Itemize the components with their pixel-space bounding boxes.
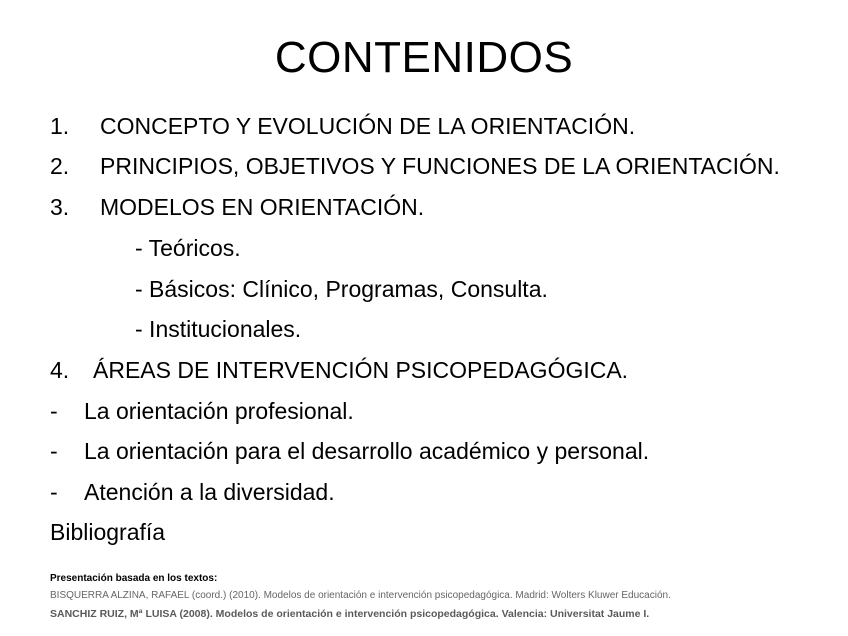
dash-mark: -	[50, 398, 58, 424]
dash-mark: -	[50, 479, 58, 505]
item-text: CONCEPTO Y EVOLUCIÓN DE LA ORIENTACIÓN.	[100, 113, 636, 139]
dash-text: Atención a la diversidad.	[84, 479, 335, 505]
item-text: PRINCIPIOS, OBJETIVOS Y FUNCIONES DE LA ORIENTACIÓN.	[100, 153, 780, 179]
item-number: 3.	[50, 194, 70, 220]
sub-item-teoricos: - Teóricos.	[135, 235, 241, 261]
sources-label: Presentación basada en los textos:	[50, 573, 218, 584]
dash-text: La orientación profesional.	[84, 398, 354, 424]
slide-title: CONTENIDOS	[274, 33, 574, 82]
item-number: 4.	[50, 357, 70, 383]
sub-item-institucionales: - Institucionales.	[135, 316, 302, 342]
bibliography-heading: Bibliografía	[50, 519, 166, 545]
reference-sanchiz: SANCHIZ RUIZ, Mª LUISA (2008). Modelos de orientación e intervención psicopedagógica. Valencia: Universitat Jaume I.	[50, 608, 650, 620]
item-number: 1.	[50, 113, 70, 139]
dash-mark: -	[50, 438, 58, 464]
sub-item-basicos: - Básicos: Clínico, Programas, Consulta.	[135, 276, 548, 302]
item-number: 2.	[50, 153, 70, 179]
item-text: MODELOS EN ORIENTACIÓN.	[100, 194, 425, 220]
reference-bisquerra: BISQUERRA ALZINA, RAFAEL (coord.) (2010). Modelos de orientación e intervención psicopedagógica. Madrid: Wolters Kluwer Educación.	[50, 590, 671, 601]
item-text: ÁREAS DE INTERVENCIÓN PSICOPEDAGÓGICA.	[93, 357, 629, 383]
dash-text: La orientación para el desarrollo académico y personal.	[84, 438, 650, 464]
